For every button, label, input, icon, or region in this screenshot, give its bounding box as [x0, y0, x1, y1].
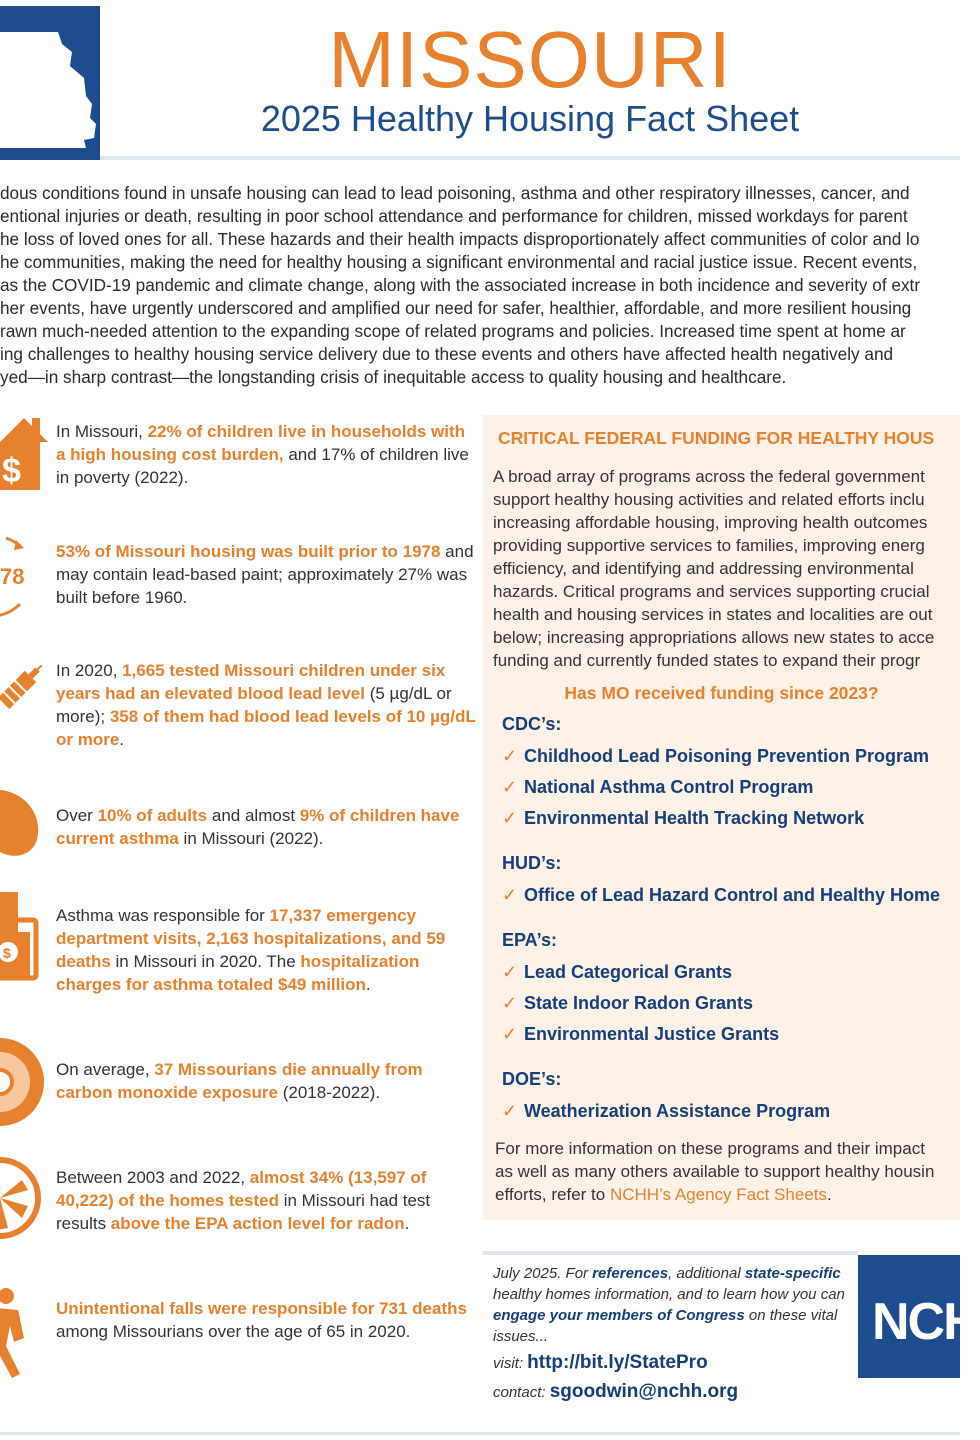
program-item: ✓ Environmental Justice Grants — [502, 1024, 780, 1044]
check-icon: ✓ — [502, 808, 518, 828]
fact-carbon-monoxide: On average, 37 Missourians die annually from carbon monoxide exposure (2018-2022). — [56, 1060, 423, 1102]
footer-divider — [483, 1251, 858, 1255]
visit-line: visit: http://bit.ly/StatePro — [493, 1352, 708, 1373]
more-info-text: For more information on these programs and their impact as well as many others available to support healthy housin efforts, refer to NCHH’s Agency Fact Sheets. — [495, 1139, 935, 1204]
lead-paint-1978-icon — [0, 522, 60, 618]
check-icon: ✓ — [502, 777, 518, 797]
intro-line: he loss of loved ones for all. These hazards and their health impacts disproportionately affect communities of color and lo — [0, 229, 920, 249]
svg-text:$: $ — [3, 945, 11, 961]
agency-doe: DOE’s: — [502, 1069, 562, 1089]
fact-asthma-costs: Asthma was responsible for 17,337 emergency department visits, 2,163 hospitalizations, and 59 deaths in Missouri in 2020. The hospitalization charges for asthma totaled $49 million. — [56, 906, 446, 994]
bottom-divider — [0, 1432, 960, 1435]
fact-old-housing: 53% of Missouri housing was built prior to 1978 and may contain lead-based paint; approximately 27% was built before 1960. — [56, 542, 474, 607]
state-pro-link[interactable]: http://bit.ly/StatePro — [527, 1352, 708, 1373]
intro-line: rawn much-needed attention to the expanding scope of related programs and policies. Increased time spent at home ar — [0, 321, 906, 341]
intro-line: he communities, making the need for healthy housing a significant environmental and racial justice issue. Recent events, — [0, 252, 918, 272]
desc-line: health and housing services in states and localities are out — [493, 605, 933, 624]
desc-line: hazards. Critical programs and services supporting crucial — [493, 582, 930, 601]
radon-icon — [0, 1158, 46, 1238]
program-item: ✓ National Asthma Control Program — [502, 777, 814, 797]
program-item: ✓ State Indoor Radon Grants — [502, 993, 754, 1013]
program-item: ✓ Weatherization Assistance Program — [502, 1101, 831, 1121]
intro-line: as the COVID-19 pandemic and climate change, along with the associated increase in both incidence and severity of extr — [0, 275, 921, 295]
missouri-state-logo — [0, 6, 100, 160]
state-specific-link[interactable]: state-specific — [744, 1265, 841, 1282]
falling-person-icon — [0, 1286, 46, 1382]
check-icon: ✓ — [502, 885, 518, 905]
references-link[interactable]: references — [592, 1265, 669, 1282]
funding-question: Has MO received funding since 2023? — [564, 683, 879, 703]
program-item: ✓ Environmental Health Tracking Network — [502, 808, 865, 828]
panel-heading: CRITICAL FEDERAL FUNDING FOR HEALTHY HOUS — [498, 428, 935, 448]
desc-line: support healthy housing activities and related efforts inclu — [493, 490, 925, 509]
intro-line: entional injuries or death, resulting in poor school attendance and performance for children, missed workdays for parent — [0, 206, 908, 226]
contact-email-link[interactable]: sgoodwin@nchh.org — [549, 1381, 739, 1402]
fact-falls: Unintentional falls were responsible for 731 deaths among Missourians over the age of 65 in 2020. — [56, 1299, 467, 1341]
desc-line: providing supportive services to families, improving energ — [493, 536, 925, 555]
lung-icon — [0, 786, 46, 862]
check-icon: ✓ — [502, 746, 518, 766]
desc-line: efficiency, and identifying and addressing environmental — [493, 559, 914, 578]
fact-asthma-prevalence: Over 10% of adults and almost 9% of children have current asthma in Missouri (2022). — [56, 806, 460, 848]
missouri-map-icon — [0, 6, 100, 160]
medical-bills-icon — [0, 892, 46, 1000]
program-item: ✓ Childhood Lead Poisoning Prevention Program — [502, 746, 930, 766]
desc-line: funding and currently funded states to expand their progr — [493, 651, 921, 670]
desc-line: increasing affordable housing, improving health outcomes — [493, 513, 928, 532]
page-subtitle: 2025 Healthy Housing Fact Sheet — [260, 98, 800, 139]
desc-line: below; increasing appropriations allows new states to acce — [493, 628, 935, 647]
footer-note: July 2025. For references, additional state-specific healthy homes information, and to learn how you can engage your members of Congress on these vital issues... — [493, 1265, 845, 1345]
contact-line: contact: sgoodwin@nchh.org — [493, 1381, 739, 1402]
fact-blood-lead: In 2020, 1,665 tested Missouri children under six years had an elevated blood lead level (5 µg/dL or more); 358 of them had blood lead levels of 10 µg/dL or more. — [56, 661, 476, 749]
check-icon: ✓ — [502, 993, 518, 1013]
header-divider — [100, 156, 960, 160]
intro-line: dous conditions found in unsafe housing can lead to lead poisoning, asthma and other respiratory illnesses, cancer, and — [0, 183, 910, 203]
fact-housing-cost: In Missouri, 22% of children live in households with a high housing cost burden, and 17% of children live in poverty (2022). — [56, 422, 469, 487]
svg-text:$: $ — [2, 452, 21, 490]
fact-radon: Between 2003 and 2022, almost 34% (13,597 of 40,222) of the homes tested in Missouri had test results above the EPA action level for radon. — [56, 1168, 431, 1233]
agency-fact-sheets-link[interactable]: NCHH’s Agency Fact Sheets — [609, 1185, 827, 1204]
panel-description — [493, 465, 973, 672]
syringe-icon — [0, 655, 46, 715]
program-item: ✓ Lead Categorical Grants — [502, 962, 733, 982]
desc-line: A broad array of programs across the federal government — [493, 467, 925, 486]
carbon-monoxide-icon — [0, 1040, 50, 1126]
house-dollar-icon — [0, 412, 50, 494]
program-item: ✓ Office of Lead Hazard Control and Healthy Home — [502, 885, 941, 905]
intro-paragraph — [0, 182, 980, 389]
intro-line: yed—in sharp contrast—the longstanding crisis of inequitable access to quality housing and healthcare. — [0, 367, 787, 387]
check-icon: ✓ — [502, 962, 518, 982]
lead-year-text: 78 — [0, 564, 25, 589]
check-icon: ✓ — [502, 1024, 518, 1044]
agency-epa: EPA’s: — [502, 930, 558, 950]
intro-line: her events, have urgently underscored and amplified our need for safer, healthier, affordable, and more resilient housing — [0, 298, 912, 318]
agency-hud: HUD’s: — [502, 853, 562, 873]
agency-cdc: CDC’s: — [502, 714, 562, 734]
intro-line: ing challenges to healthy housing service delivery due to these events and others have affected health negatively and — [0, 344, 894, 364]
page-title: MISSOURI — [328, 15, 732, 104]
nchh-logo-text: NCH — [872, 1293, 979, 1351]
check-icon: ✓ — [502, 1101, 518, 1121]
engage-congress-link[interactable]: engage your members of Congress — [493, 1307, 745, 1324]
